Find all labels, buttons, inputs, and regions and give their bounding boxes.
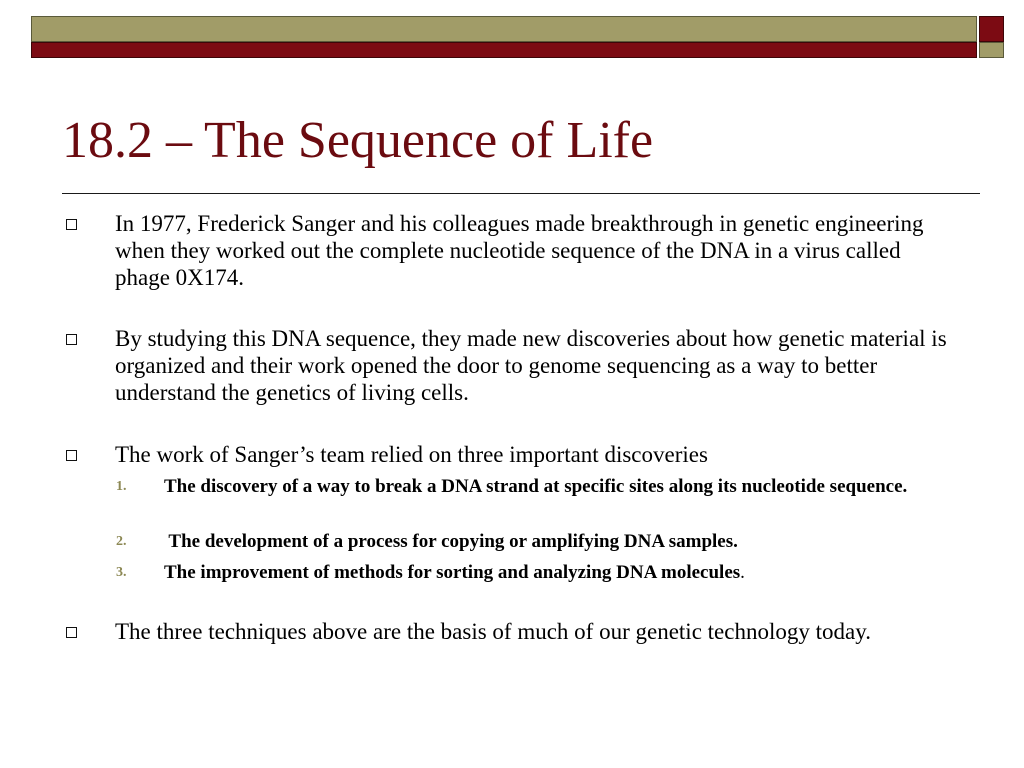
sub-item [164, 561, 964, 584]
square-bullet-icon [66, 219, 77, 230]
sub-item-text: The development of a process for copying or amplifying DNA samples. [164, 531, 738, 552]
square-bullet-icon [66, 334, 77, 345]
bullet-item: In 1977, Frederick Sanger and his colleagues made breakthrough in genetic engineering when they worked out the complete nucleotide sequence of the DNA in a virus called phage 0X174. [115, 211, 924, 290]
bullet-item: By studying this DNA sequence, they made new discoveries about how genetic material is organized and their work opened the door to genome sequencing as a way to better understand the genetics of living cells. [115, 326, 947, 405]
sub-item-number: 2. [116, 534, 127, 549]
header-square-maroon [979, 16, 1004, 42]
header-bar-olive [31, 16, 977, 42]
sub-item-text: The discovery of a way to break a DNA strand at specific sites along its nucleotide sequence. [164, 476, 908, 497]
bullet-item: The three techniques above are the basis of much of our genetic technology today. [115, 619, 871, 644]
sub-item-number: 3. [116, 565, 127, 580]
square-bullet-icon [66, 450, 77, 461]
square-bullet-icon [66, 627, 77, 638]
sub-item-text: The improvement of methods for sorting and analyzing DNA molecules [164, 562, 741, 583]
header-bar-maroon [31, 42, 977, 58]
title-divider [62, 193, 980, 194]
header-square-olive [979, 42, 1004, 58]
sub-item-number: 1. [116, 479, 127, 494]
bullet-item: The work of Sanger’s team relied on three important discoveries [115, 442, 708, 467]
sub-item-trail: . [740, 562, 745, 583]
slide-title: 18.2 – The Sequence of Life [62, 112, 654, 169]
sub-item [164, 530, 964, 553]
sub-item [164, 475, 964, 498]
